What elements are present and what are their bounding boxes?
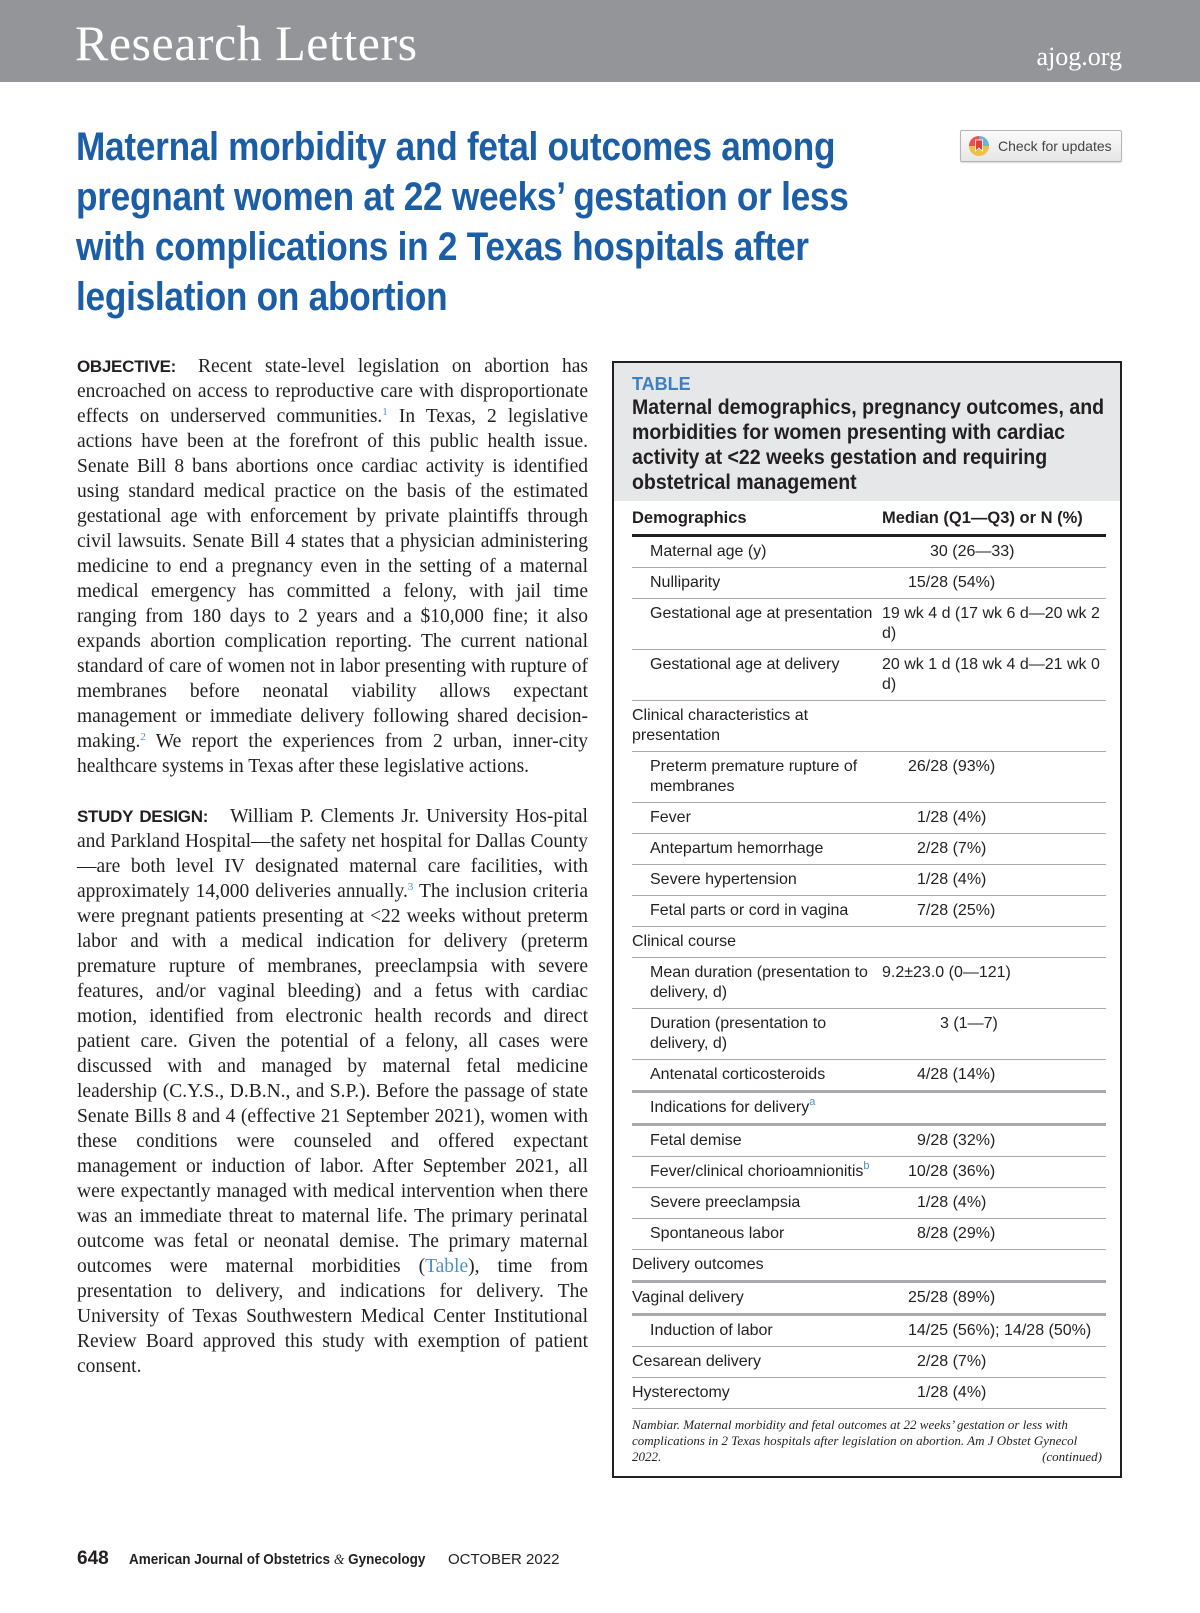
column-header-median: Median (Q1—Q3) or N (%) bbox=[882, 501, 1106, 536]
results-table bbox=[632, 501, 1106, 1409]
table-header bbox=[614, 363, 1120, 501]
row-value: 2/28 (7%) bbox=[882, 1347, 1106, 1378]
row-label: Duration (presentation to delivery, d) bbox=[632, 1009, 882, 1060]
row-value: 25/28 (89%) bbox=[882, 1282, 1106, 1315]
table-row bbox=[632, 1315, 1106, 1347]
row-value: 20 wk 1 d (18 wk 4 d—21 wk 0 d) bbox=[882, 650, 1106, 701]
row-label: Severe hypertension bbox=[632, 865, 882, 896]
ampersand: & bbox=[333, 1552, 345, 1568]
row-label: Antepartum hemorrhage bbox=[632, 834, 882, 865]
table-row bbox=[632, 650, 1106, 701]
page-footer bbox=[77, 1548, 559, 1570]
table-footnote bbox=[632, 1417, 1102, 1465]
check-for-updates-label: Check for updates bbox=[998, 138, 1112, 154]
row-label bbox=[632, 1157, 882, 1188]
table-row bbox=[632, 1282, 1106, 1315]
section-title: Research Letters bbox=[75, 15, 418, 71]
row-value: 15/28 (54%) bbox=[882, 568, 1106, 599]
journal-site[interactable]: ajog.org bbox=[1036, 42, 1122, 71]
row-label: Fetal parts or cord in vagina bbox=[632, 896, 882, 927]
table-row bbox=[632, 896, 1106, 927]
table-row bbox=[632, 865, 1106, 896]
row-label: Cesarean delivery bbox=[632, 1347, 882, 1378]
row-value: 1/28 (4%) bbox=[882, 1378, 1106, 1409]
row-value: 8/28 (29%) bbox=[882, 1219, 1106, 1250]
row-value: 1/28 (4%) bbox=[882, 1188, 1106, 1219]
row-label: Maternal age (y) bbox=[632, 536, 882, 568]
objective-text: In Texas, 2 legislative actions have been at the forefront of this public health issue. Senate Bill 8 bans abortions once cardiac activity is identified using standard medical practice on the basis of the estimated gestational age with enforcement by private plaintiffs through civil lawsuits. Senate Bill 4 states that a physician administering medicine to end a pregnancy even in the setting of a maternal medical emergency has committed a felony, with jail time ranging from 180 days to 2 years and a $10,000 fine; it also expands abortion complication reporting. The current national standard of care of women not in labor presenting with rupture of membranes before neonatal viability allows expectant management or immediate delivery following shared decision-making. bbox=[77, 406, 588, 752]
crossmark-icon bbox=[968, 135, 990, 157]
row-label: Fever bbox=[632, 803, 882, 834]
row-label: Hysterectomy bbox=[632, 1378, 882, 1409]
table-section-row bbox=[632, 927, 1106, 958]
row-label: Fetal demise bbox=[632, 1125, 882, 1157]
section-label: Clinical characteristics at presentation bbox=[632, 701, 882, 752]
table-row bbox=[632, 1157, 1106, 1188]
study-design-paragraph bbox=[77, 804, 588, 1379]
row-label: Spontaneous labor bbox=[632, 1219, 882, 1250]
row-label: Severe preeclampsia bbox=[632, 1188, 882, 1219]
section-label: Delivery outcomes bbox=[632, 1250, 882, 1282]
row-value: 2/28 (7%) bbox=[882, 834, 1106, 865]
table-section-row bbox=[632, 1250, 1106, 1282]
reference-1-link[interactable]: 1 bbox=[382, 406, 388, 418]
table-row bbox=[632, 1219, 1106, 1250]
table-row bbox=[632, 1188, 1106, 1219]
table-row bbox=[632, 599, 1106, 650]
column-header-demographics: Demographics bbox=[632, 501, 882, 536]
footnote-b-link[interactable]: b bbox=[863, 1160, 870, 1172]
table-row bbox=[632, 1009, 1106, 1060]
row-label bbox=[632, 1092, 882, 1125]
check-for-updates-button[interactable] bbox=[960, 130, 1122, 162]
study-design-text: William P. Clements Jr. University Hos-pital and Parkland Hospital—the safety net hospital for Dallas County—are both level IV designated maternal care facilities, with approximately 14,000 deliveries annually. bbox=[77, 806, 588, 902]
row-value: 30 (26—33) bbox=[882, 536, 1106, 568]
issue-date: OCTOBER 2022 bbox=[447, 1551, 560, 1568]
article-body bbox=[77, 354, 588, 1404]
table-row bbox=[632, 1060, 1106, 1092]
table-row bbox=[632, 752, 1106, 803]
row-label: Induction of labor bbox=[632, 1315, 882, 1347]
row-label: Gestational age at delivery bbox=[632, 650, 882, 701]
table-row bbox=[632, 958, 1106, 1009]
study-design-text: ), time from presentation to delivery, and indications for delivery. The University of Texas Southwestern Medical Center Institutional Review Board approved this study with exemption of patient consent. bbox=[77, 1256, 588, 1377]
page-number: 648 bbox=[77, 1548, 109, 1569]
row-value: 1/28 (4%) bbox=[882, 865, 1106, 896]
table-row bbox=[632, 536, 1106, 568]
table-row bbox=[632, 803, 1106, 834]
row-value: 1/28 (4%) bbox=[882, 803, 1106, 834]
table-row bbox=[632, 568, 1106, 599]
journal-name-part: American Journal of Obstetrics bbox=[128, 1551, 330, 1568]
reference-3-link[interactable]: 3 bbox=[407, 881, 414, 893]
row-value bbox=[882, 701, 1106, 752]
table-tag: TABLE bbox=[632, 374, 691, 394]
row-value: 7/28 (25%) bbox=[882, 896, 1106, 927]
row-label-text: Indications for delivery bbox=[650, 1099, 810, 1116]
objective-text: We report the experiences from 2 urban, inner-city healthcare systems in Texas after these legislative actions. bbox=[77, 731, 588, 777]
row-value: 3 (1—7) bbox=[882, 1009, 1106, 1060]
table-link[interactable]: Table bbox=[425, 1256, 469, 1277]
objective-label: OBJECTIVE: bbox=[77, 357, 177, 376]
row-label: Mean duration (presentation to delivery, d) bbox=[632, 958, 882, 1009]
row-value bbox=[882, 1092, 1106, 1125]
row-label: Vaginal delivery bbox=[632, 1282, 882, 1315]
section-banner bbox=[0, 0, 1200, 82]
objective-text: Recent state-level legislation on abortion has encroached on access to reproductive care with disproportionate effects on underserved communities. bbox=[77, 356, 588, 427]
citation-text: Nambiar. Maternal morbidity and fetal outcomes at 22 weeks’ gestation or less with complications in 2 Texas hospitals after legislation on abortion. Am J Obstet Gynecol 2022. bbox=[632, 1417, 1078, 1464]
objective-paragraph bbox=[77, 354, 588, 779]
row-value: 4/28 (14%) bbox=[882, 1060, 1106, 1092]
journal-name bbox=[129, 1551, 425, 1569]
row-label-text: Fever/clinical chorioamnionitis bbox=[650, 1163, 864, 1180]
results-table-panel bbox=[612, 361, 1122, 1478]
row-label: Antenatal corticosteroids bbox=[632, 1060, 882, 1092]
row-value bbox=[882, 927, 1106, 958]
table-section-row bbox=[632, 701, 1106, 752]
row-value: 26/28 (93%) bbox=[882, 752, 1106, 803]
table-row bbox=[632, 1378, 1106, 1409]
table-row bbox=[632, 1347, 1106, 1378]
row-value: 19 wk 4 d (17 wk 6 d—20 wk 2 d) bbox=[882, 599, 1106, 650]
row-label: Gestational age at presentation bbox=[632, 599, 882, 650]
continued-note: (continued) bbox=[1042, 1449, 1102, 1464]
article-title: Maternal morbidity and fetal outcomes among pregnant women at 22 weeks’ gestation or less with complications in 2 Texas hospitals after legislation on abortion bbox=[76, 125, 849, 319]
table-title: Maternal demographics, pregnancy outcomes, and morbidities for women presenting with cardiac activity at <22 weeks gestation and requiring obstetrical management bbox=[632, 396, 1105, 494]
table-row bbox=[632, 1125, 1106, 1157]
row-value: 9/28 (32%) bbox=[882, 1125, 1106, 1157]
footnote-a-link[interactable]: a bbox=[809, 1096, 816, 1108]
study-design-label: STUDY DESIGN: bbox=[77, 807, 209, 826]
row-value: 10/28 (36%) bbox=[882, 1157, 1106, 1188]
row-value bbox=[882, 1250, 1106, 1282]
section-label: Clinical course bbox=[632, 927, 882, 958]
table-row bbox=[632, 834, 1106, 865]
row-label: Preterm premature rupture of membranes bbox=[632, 752, 882, 803]
journal-name-part: Gynecology bbox=[347, 1551, 426, 1568]
study-design-text: The inclusion criteria were pregnant patients presenting at <22 weeks without preterm labor and with a medical indication for delivery (preterm premature rupture of membranes, preeclampsia with severe features, and/or vaginal bleeding) and a fetus with cardiac motion, identified from electronic health records and direct patient care. Given the potential of a felony, all cases were discussed with and managed by maternal fetal medicine leadership (C.Y.S., D.B.N., and S.P.). Before the passage of state Senate Bills 8 and 4 (effective 21 September 2021), women with these conditions were counseled and offered expectant management or induction of labor. After September 2021, all were expectantly managed with medical intervention when there was an immediate threat to maternal life. The primary perinatal outcome was fetal or neonatal demise. The primary maternal outcomes were maternal morbidities ( bbox=[77, 881, 589, 1277]
table-row bbox=[632, 1092, 1106, 1125]
row-value: 9.2±23.0 (0—121) bbox=[882, 958, 1106, 1009]
row-label: Nulliparity bbox=[632, 568, 882, 599]
row-value: 14/25 (56%); 14/28 (50%) bbox=[882, 1315, 1106, 1347]
reference-2-link[interactable]: 2 bbox=[140, 731, 146, 743]
